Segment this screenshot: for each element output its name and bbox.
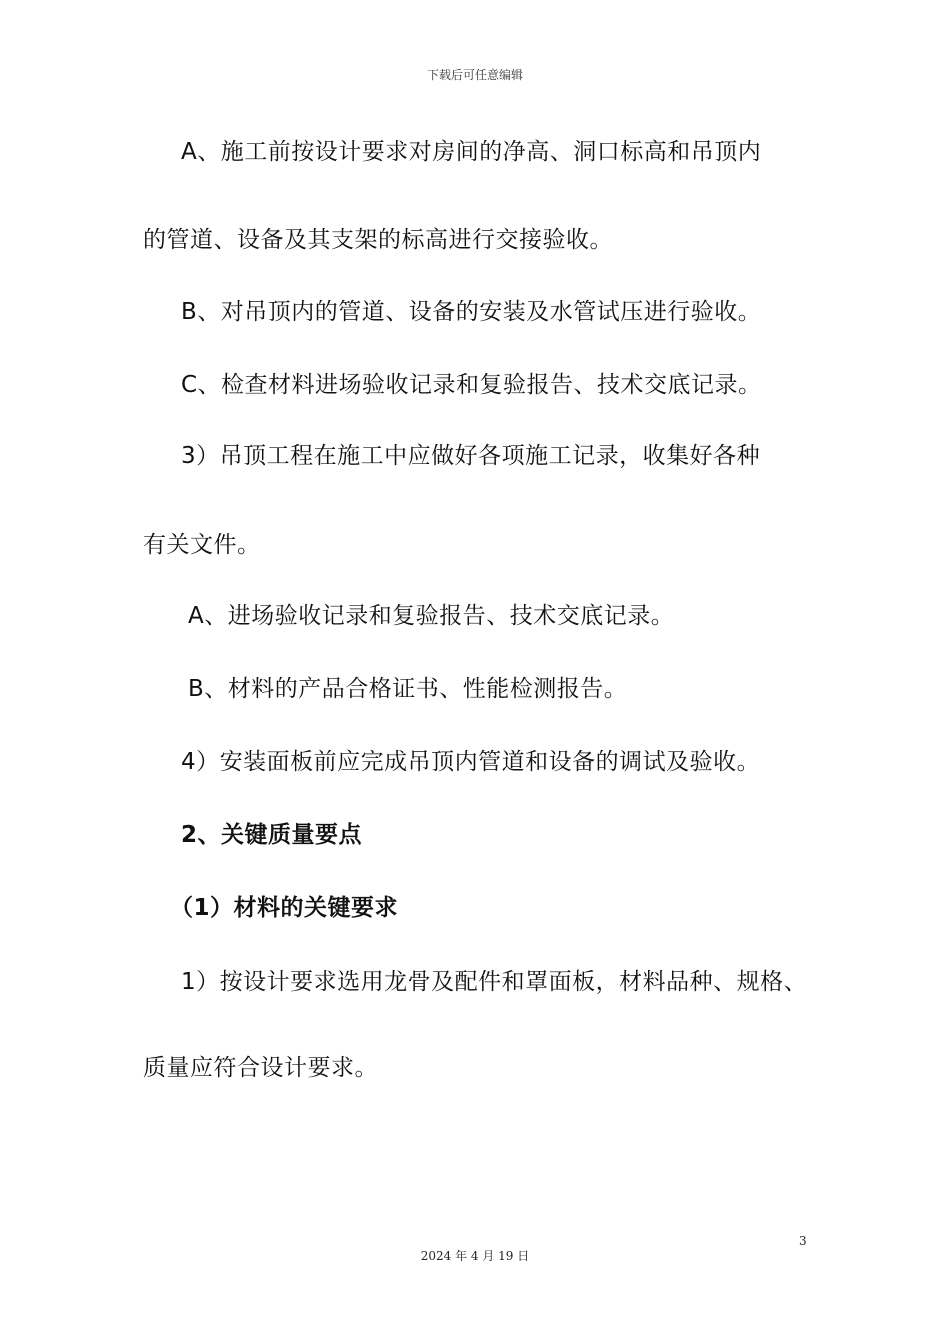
paragraph-line: 1）按设计要求选用龙骨及配件和罩面板，材料品种、规格、	[181, 969, 808, 995]
paragraph-line: B、对吊顶内的管道、设备的安装及水管试压进行验收。	[181, 299, 762, 325]
subsection-heading: （1）材料的关键要求	[170, 895, 399, 921]
paragraph-line: A、施工前按设计要求对房间的净高、洞口标高和吊顶内	[181, 139, 762, 165]
page-number: 3	[799, 1234, 807, 1248]
paragraph-line: 质量应符合设计要求。	[143, 1055, 378, 1081]
paragraph-line: A、进场验收记录和复验报告、技术交底记录。	[188, 603, 675, 629]
paragraph-line: 的管道、设备及其支架的标高进行交接验收。	[143, 227, 613, 253]
footer-date: 2024 年 4 月 19 日	[420, 1249, 530, 1263]
paragraph-line: 有关文件。	[143, 532, 261, 558]
paragraph-line: C、检查材料进场验收记录和复验报告、技术交底记录。	[181, 372, 762, 398]
paragraph-line: 3）吊顶工程在施工中应做好各项施工记录，收集好各种	[181, 443, 761, 469]
section-heading: 2、关键质量要点	[181, 822, 363, 848]
paragraph-line: B、材料的产品合格证书、性能检测报告。	[188, 676, 628, 702]
header-note: 下载后可任意编辑	[426, 68, 523, 82]
paragraph-line: 4）安装面板前应完成吊顶内管道和设备的调试及验收。	[181, 749, 761, 775]
